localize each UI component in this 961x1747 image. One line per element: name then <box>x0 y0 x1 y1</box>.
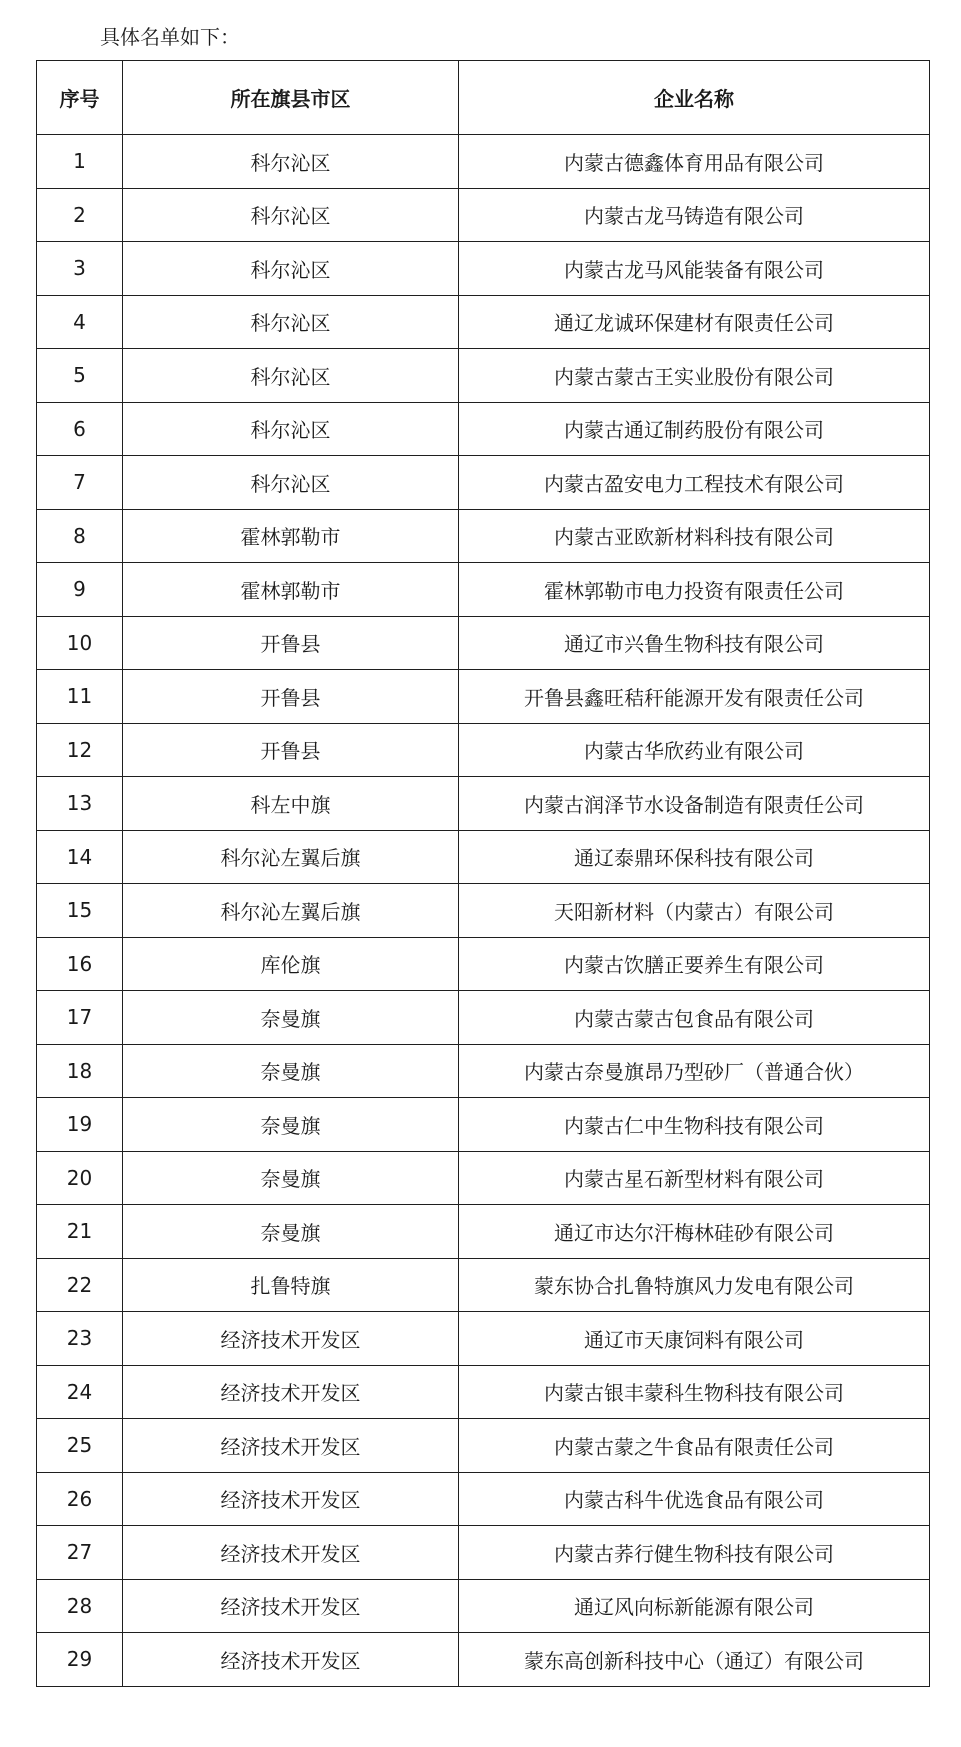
row-index: 26 <box>37 1472 123 1526</box>
table-row <box>37 402 930 456</box>
row-district: 开鲁县 <box>123 723 459 777</box>
table-row <box>37 349 930 403</box>
row-company: 内蒙古蒙古王实业股份有限公司 <box>459 349 930 403</box>
row-district: 科尔沁区 <box>123 349 459 403</box>
table-row <box>37 670 930 724</box>
header-company: 企业名称 <box>459 61 930 135</box>
table-row <box>37 509 930 563</box>
row-company: 内蒙古龙马风能装备有限公司 <box>459 242 930 296</box>
row-company: 通辽市达尔汗梅林硅砂有限公司 <box>459 1205 930 1259</box>
row-company: 内蒙古蒙古包食品有限公司 <box>459 991 930 1045</box>
row-index: 20 <box>37 1151 123 1205</box>
row-company: 内蒙古荞行健生物科技有限公司 <box>459 1526 930 1580</box>
table-row <box>37 1205 930 1259</box>
row-company: 内蒙古银丰蒙科生物科技有限公司 <box>459 1365 930 1419</box>
row-index: 21 <box>37 1205 123 1259</box>
table-body <box>37 135 930 1687</box>
row-index: 11 <box>37 670 123 724</box>
table-row <box>37 1044 930 1098</box>
row-company: 蒙东高创新科技中心（通辽）有限公司 <box>459 1633 930 1687</box>
table-row <box>37 242 930 296</box>
table-row <box>37 937 930 991</box>
row-district: 科左中旗 <box>123 777 459 831</box>
table-row <box>37 1258 930 1312</box>
row-district: 经济技术开发区 <box>123 1419 459 1473</box>
table-row <box>37 1472 930 1526</box>
row-company: 通辽龙诚环保建材有限责任公司 <box>459 295 930 349</box>
header-district: 所在旗县市区 <box>123 61 459 135</box>
row-index: 9 <box>37 563 123 617</box>
row-district: 奈曼旗 <box>123 991 459 1045</box>
row-index: 13 <box>37 777 123 831</box>
table-row <box>37 723 930 777</box>
table-row <box>37 777 930 831</box>
row-company: 霍林郭勒市电力投资有限责任公司 <box>459 563 930 617</box>
row-district: 奈曼旗 <box>123 1098 459 1152</box>
row-company: 通辽泰鼎环保科技有限公司 <box>459 830 930 884</box>
table-row <box>37 1419 930 1473</box>
row-district: 科尔沁区 <box>123 456 459 510</box>
row-district: 科尔沁区 <box>123 242 459 296</box>
header-index: 序号 <box>37 61 123 135</box>
row-index: 23 <box>37 1312 123 1366</box>
row-district: 奈曼旗 <box>123 1044 459 1098</box>
row-district: 霍林郭勒市 <box>123 509 459 563</box>
row-company: 通辽市天康饲料有限公司 <box>459 1312 930 1366</box>
row-index: 15 <box>37 884 123 938</box>
row-district: 经济技术开发区 <box>123 1526 459 1580</box>
row-index: 19 <box>37 1098 123 1152</box>
row-district: 科尔沁左翼后旗 <box>123 884 459 938</box>
row-index: 22 <box>37 1258 123 1312</box>
row-company: 内蒙古华欣药业有限公司 <box>459 723 930 777</box>
table-row <box>37 456 930 510</box>
row-district: 科尔沁区 <box>123 188 459 242</box>
row-index: 24 <box>37 1365 123 1419</box>
row-district: 经济技术开发区 <box>123 1312 459 1366</box>
row-company: 内蒙古仁中生物科技有限公司 <box>459 1098 930 1152</box>
row-district: 经济技术开发区 <box>123 1579 459 1633</box>
row-index: 28 <box>37 1579 123 1633</box>
row-district: 开鲁县 <box>123 616 459 670</box>
table-row <box>37 884 930 938</box>
row-company: 内蒙古星石新型材料有限公司 <box>459 1151 930 1205</box>
row-company: 通辽市兴鲁生物科技有限公司 <box>459 616 930 670</box>
row-index: 14 <box>37 830 123 884</box>
header-row <box>37 61 930 135</box>
table-row <box>37 991 930 1045</box>
row-district: 扎鲁特旗 <box>123 1258 459 1312</box>
row-index: 27 <box>37 1526 123 1580</box>
row-district: 开鲁县 <box>123 670 459 724</box>
row-company: 内蒙古通辽制药股份有限公司 <box>459 402 930 456</box>
row-index: 29 <box>37 1633 123 1687</box>
table-row <box>37 295 930 349</box>
row-index: 17 <box>37 991 123 1045</box>
row-company: 蒙东协合扎鲁特旗风力发电有限公司 <box>459 1258 930 1312</box>
row-district: 奈曼旗 <box>123 1205 459 1259</box>
table-row <box>37 563 930 617</box>
row-company: 内蒙古德鑫体育用品有限公司 <box>459 135 930 189</box>
row-company: 内蒙古润泽节水设备制造有限责任公司 <box>459 777 930 831</box>
row-index: 12 <box>37 723 123 777</box>
table-row <box>37 1151 930 1205</box>
row-index: 5 <box>37 349 123 403</box>
table-row <box>37 1633 930 1687</box>
row-index: 1 <box>37 135 123 189</box>
row-company: 通辽风向标新能源有限公司 <box>459 1579 930 1633</box>
table-row <box>37 1526 930 1580</box>
row-company: 内蒙古盈安电力工程技术有限公司 <box>459 456 930 510</box>
row-district: 经济技术开发区 <box>123 1365 459 1419</box>
row-index: 8 <box>37 509 123 563</box>
row-company: 内蒙古奈曼旗昂乃型砂厂（普通合伙） <box>459 1044 930 1098</box>
table-row <box>37 1312 930 1366</box>
row-district: 科尔沁区 <box>123 402 459 456</box>
table-row <box>37 135 930 189</box>
row-district: 库伦旗 <box>123 937 459 991</box>
row-company: 内蒙古蒙之牛食品有限责任公司 <box>459 1419 930 1473</box>
row-company: 内蒙古亚欧新材料科技有限公司 <box>459 509 930 563</box>
row-index: 25 <box>37 1419 123 1473</box>
table-row <box>37 616 930 670</box>
row-district: 科尔沁区 <box>123 135 459 189</box>
row-index: 18 <box>37 1044 123 1098</box>
row-company: 内蒙古饮膳正要养生有限公司 <box>459 937 930 991</box>
table-row <box>37 830 930 884</box>
row-district: 科尔沁区 <box>123 295 459 349</box>
row-index: 7 <box>37 456 123 510</box>
row-district: 经济技术开发区 <box>123 1472 459 1526</box>
intro-text: 具体名单如下： <box>100 25 240 49</box>
table-row <box>37 1365 930 1419</box>
row-district: 经济技术开发区 <box>123 1633 459 1687</box>
row-district: 奈曼旗 <box>123 1151 459 1205</box>
row-index: 10 <box>37 616 123 670</box>
row-index: 3 <box>37 242 123 296</box>
row-index: 4 <box>37 295 123 349</box>
row-company: 开鲁县鑫旺秸秆能源开发有限责任公司 <box>459 670 930 724</box>
row-index: 6 <box>37 402 123 456</box>
table-row <box>37 1579 930 1633</box>
company-list-table <box>36 60 930 1687</box>
row-district: 霍林郭勒市 <box>123 563 459 617</box>
row-index: 2 <box>37 188 123 242</box>
row-index: 16 <box>37 937 123 991</box>
row-company: 天阳新材料（内蒙古）有限公司 <box>459 884 930 938</box>
table-row <box>37 188 930 242</box>
row-company: 内蒙古科牛优选食品有限公司 <box>459 1472 930 1526</box>
row-company: 内蒙古龙马铸造有限公司 <box>459 188 930 242</box>
row-district: 科尔沁左翼后旗 <box>123 830 459 884</box>
table-row <box>37 1098 930 1152</box>
